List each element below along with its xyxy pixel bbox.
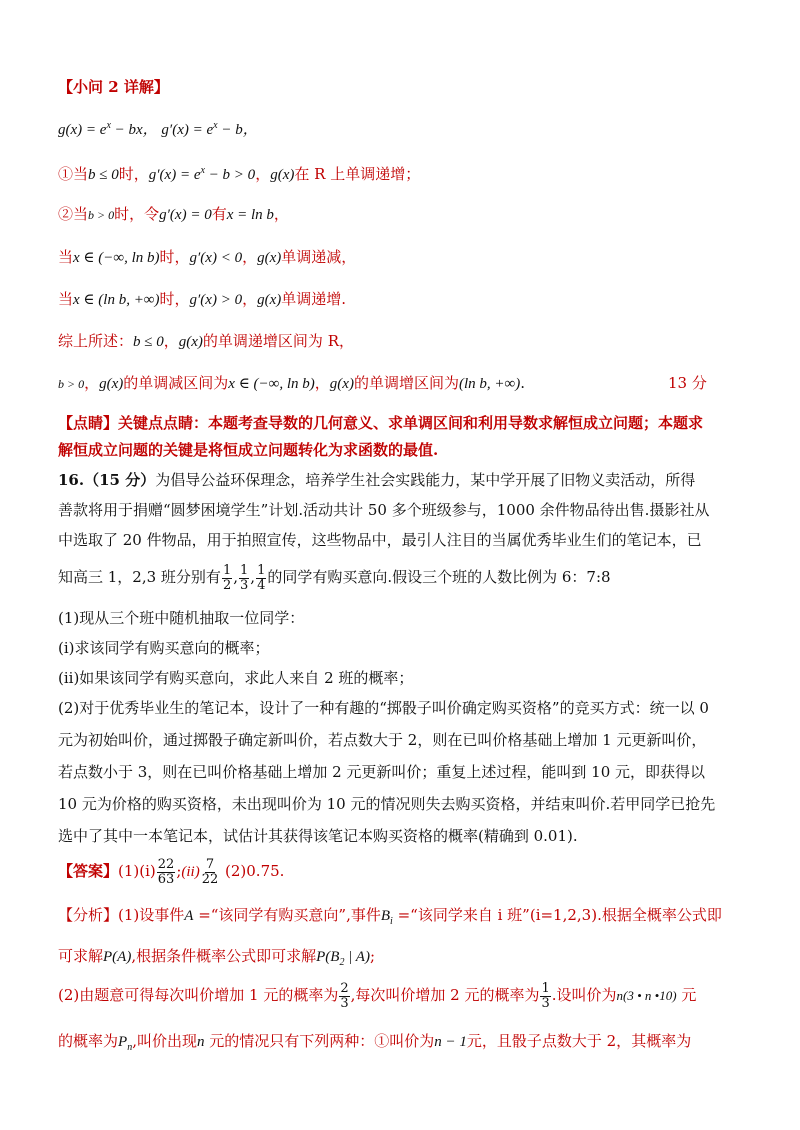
- question-16-line-2: 善款将用于捐赠“圆梦困境学生”计划.活动共计 50 多个班级参与，1000 余件物品待出售.摄影社从: [58, 501, 710, 519]
- analysis-line-2: 可求解P(A),根据条件概率公式即可求解$P(B_2$ | A);: [58, 947, 376, 968]
- part-2-line-4: 10 元为价格的购买资格，未出现叫价为 10 元的情况则失去购买资格，并结束叫价.若甲同学已抢先: [58, 795, 716, 813]
- part-2-line-2: 元为初始叫价，通过掷骰子确定新叫价，若点数大于 2，则在已叫价格基础上增加 1 元更新叫价，: [58, 731, 707, 749]
- fraction-one-quarter: $\frac{1}{4}$: [257, 562, 266, 593]
- comment-line-1: 【点睛】关键点点睛：本题考查导数的几何意义、求单调区间和利用导数求解恒成立问题；本题求: [58, 414, 704, 432]
- derivative-line: $g(x) = e^x$ − bx， $g'(x) = e^x - b$，: [58, 120, 258, 138]
- part-1-ii: (ii)如果该同学有购买意向，求此人来自 2 班的概率；: [58, 669, 414, 687]
- analysis-line-3: (2)由题意可得每次叫价增加 1 元的概率为 $\frac{2}{3}$ ,每次叫价增加 2 元的概率为 $\frac{1}{3}$ .设叫价为n(3 • n •10) 元: [58, 980, 697, 1011]
- question-16-line-1: 16.（15 分）为倡导公益环保理念，培养学生社会实践能力，某中学开展了旧物义卖活动，所得: [58, 471, 696, 489]
- analysis-line-1: 【分析】(1)设事件A =“该同学有购买意向”,事件$B_i$ =“该同学来自 i 班”(i=1,2,3).根据全概率公式即: [58, 906, 722, 927]
- case-1-line: ①当b ≤ 0时，$g'(x) = e^x - b > 0$，g(x)在 R 上单调递增；: [58, 165, 421, 183]
- answer-line: 【答案】(1)(i) $\frac{22}{63}$ ;(ii) $\frac{7}{22}$ (2)0.75.: [58, 856, 285, 887]
- part2-heading: 【小问 2 详解】: [58, 78, 169, 96]
- comment-line-2: 解恒成立问题的关键是将恒成立问题转化为求函数的最值.: [58, 441, 439, 459]
- fraction-one-half: $\frac{1}{2}$: [222, 562, 232, 593]
- part-1-prompt: (1)现从三个班中随机抽取一位同学：: [58, 609, 305, 627]
- fraction-one-third-b: $\frac{1}{3}$: [541, 980, 550, 1011]
- question-16-line-3: 中选取了 20 件物品，用于拍照宣传，这些物品中，最引人注目的当属优秀毕业生们的笔记本，已: [58, 531, 702, 549]
- part-1-i: (i)求该同学有购买意向的概率；: [58, 639, 270, 657]
- analysis-line-4: 的概率为$P_n$,叫价出现n 元的情况只有下列两种：①叫价为n − 1元，且骰子点数大于 2，其概率为: [58, 1032, 692, 1053]
- summary-line-1: 综上所述：b ≤ 0，g(x)的单调递增区间为 R，: [58, 332, 354, 350]
- summary-line-2: b > 0，g(x)的单调减区间为x ∈ (−∞, ln b)，g(x)的单调增区间为(ln b, +∞).: [58, 374, 525, 392]
- part-2-line-1: (2)对于优秀毕业生的笔记本，设计了一种有趣的“掷骰子叫价确定购买资格”的竞买方式：统一以 0: [58, 699, 709, 717]
- question-16-line-4: 知高三 1，2,3 班分别有 $\frac{1}{2}$ , $\frac{1}{3}$ , $\frac{1}{4}$ 的同学有购买意向.假设三个班的人数比例为 6：7:8: [58, 562, 611, 593]
- score-label: 13 分: [668, 374, 707, 392]
- answer-fraction-2: $\frac{7}{22}$: [201, 856, 219, 887]
- fraction-two-thirds: $\frac{2}{3}$: [340, 980, 349, 1011]
- decreasing-line: 当x ∈ (−∞, ln b)时，g′(x) < 0，g(x)单调递减，: [58, 248, 357, 266]
- part-2-line-3: 若点数小于 3，则在已叫价格基础上增加 2 元更新叫价；重复上述过程，能叫到 10 元，即获得以: [58, 763, 706, 781]
- increasing-line: 当x ∈ (ln b, +∞)时，g′(x) > 0，g(x)单调递增.: [58, 290, 347, 308]
- case-2-line: ②当b > 0时，令g′(x) = 0有x = ln b，: [58, 205, 289, 223]
- answer-fraction-1: $\frac{22}{63}$: [157, 856, 175, 887]
- fraction-one-third: $\frac{1}{3}$: [240, 562, 249, 593]
- part-2-line-5: 选中了其中一本笔记本，试估计其获得该笔记本购买资格的概率(精确到 0.01).: [58, 827, 578, 845]
